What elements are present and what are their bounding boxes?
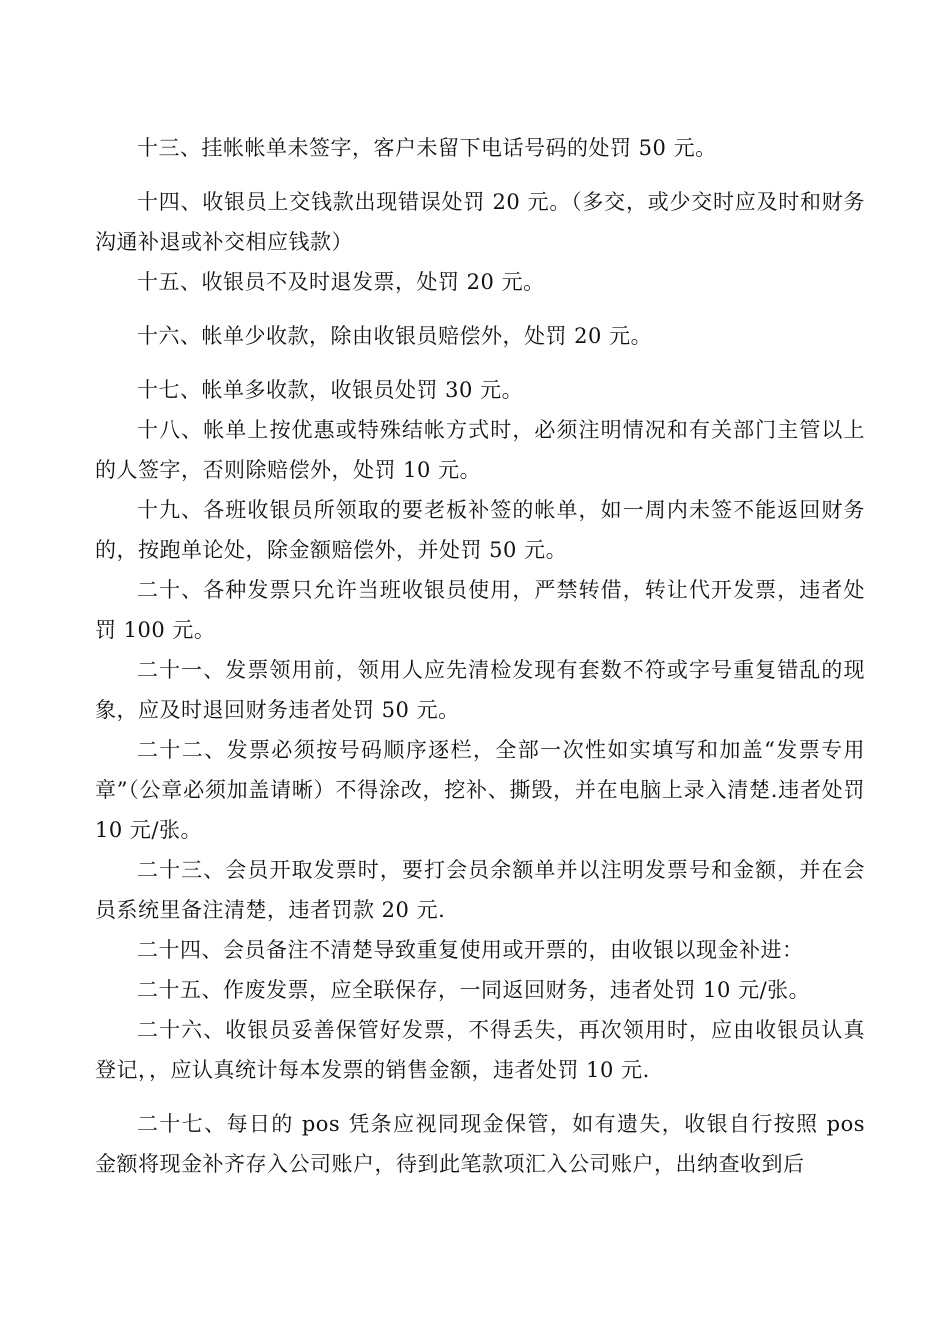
- rule-16: 十六、帐单少收款，除由收银员赔偿外，处罚 20 元。: [137, 324, 653, 348]
- rule-13: 十三、挂帐帐单未签字，客户未留下电话号码的处罚 50 元。: [137, 136, 717, 160]
- rule-22: 二十二、发票必须按号码顺序逐栏，全部一次性如实填写和加盖“发票专用章”（公章必须加盖请晰）不得涂改，挖补、撕毁，并在电脑上录入清楚.违者处罚 10 元/张。: [95, 738, 865, 842]
- document-body: [95, 128, 865, 1184]
- rule-17: 十七、帐单多收款，收银员处罚 30 元。: [137, 378, 524, 402]
- rule-18: 十八、帐单上按优惠或特殊结帐方式时，必须注明情况和有关部门主管以上的人签字，否则除赔偿外，处罚 10 元。: [95, 418, 865, 482]
- rule-25: 二十五、作废发票，应全联保存，一同返回财务，违者处罚 10 元/张。: [137, 978, 811, 1002]
- rule-27: 二十七、每日的 pos 凭条应视同现金保管，如有遗失，收银自行按照 pos 金额将现金补齐存入公司账户，待到此笔款项汇入公司账户，出纳查收到后: [95, 1112, 865, 1176]
- rule-15: 十五、收银员不及时退发票，处罚 20 元。: [137, 270, 545, 294]
- rule-14: 十四、收银员上交钱款出现错误处罚 20 元。（多交，或少交时应及时和财务沟通补退或补交相应钱款）: [95, 190, 865, 254]
- rule-21: 二十一、发票领用前，领用人应先清检发现有套数不符或字号重复错乱的现象，应及时退回财务违者处罚 50 元。: [95, 658, 865, 722]
- rule-26: 二十六、收银员妥善保管好发票，不得丢失，再次领用时，应由收银员认真登记，，应认真统计每本发票的销售金额，违者处罚 10 元.: [95, 1018, 865, 1082]
- rule-24: 二十四、会员备注不清楚导致重复使用或开票的，由收银以现金补进：: [137, 938, 804, 962]
- rule-20: 二十、各种发票只允许当班收银员使用，严禁转借，转让代开发票，违者处罚 100 元。: [95, 578, 865, 642]
- rule-23: 二十三、会员开取发票时，要打会员余额单并以注明发票号和金额，并在会员系统里备注清楚，违者罚款 20 元.: [95, 858, 865, 922]
- rule-19: 十九、各班收银员所领取的要老板补签的帐单，如一周内未签不能返回财务的，按跑单论处，除金额赔偿外，并处罚 50 元。: [95, 498, 865, 562]
